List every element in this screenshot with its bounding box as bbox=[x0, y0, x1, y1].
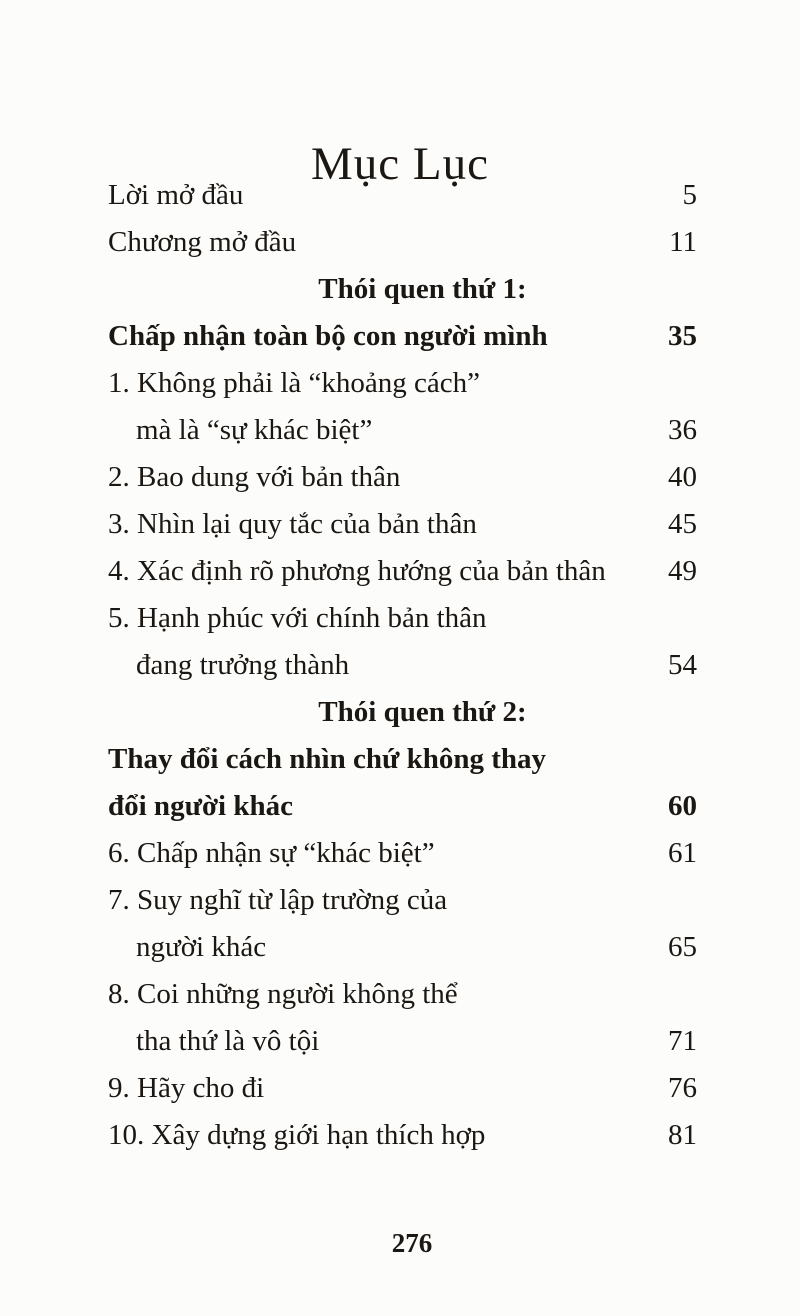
toc-row bbox=[108, 548, 697, 595]
toc-row bbox=[108, 736, 697, 783]
toc-section-header bbox=[128, 266, 717, 313]
toc-entry-text: Thay đổi cách nhìn chứ không thay bbox=[108, 743, 547, 775]
toc-row bbox=[108, 783, 697, 830]
toc-entry-page: 36 bbox=[668, 414, 697, 446]
toc-entry-text: Chấp nhận toàn bộ con người mình bbox=[108, 320, 548, 352]
toc-row bbox=[108, 313, 697, 360]
toc-entry-text: 2. Bao dung với bản thân bbox=[108, 461, 401, 493]
page-number: 276 bbox=[391, 1228, 433, 1258]
toc-entry-page: 81 bbox=[668, 1119, 697, 1151]
toc-section-title: Thói quen thứ 1: bbox=[318, 273, 527, 305]
toc-entry-page: 65 bbox=[668, 931, 697, 963]
toc-entry-text: 9. Hãy cho đi bbox=[108, 1072, 265, 1104]
toc-entry-page: 5 bbox=[682, 179, 697, 211]
toc-entry-text: người khác bbox=[136, 931, 267, 963]
toc-row bbox=[108, 877, 697, 924]
toc-row bbox=[108, 360, 697, 407]
toc-entry-page: 60 bbox=[668, 790, 697, 822]
toc-row bbox=[108, 1018, 697, 1065]
toc-row bbox=[108, 1112, 697, 1159]
toc-entry-text: 5. Hạnh phúc với chính bản thân bbox=[108, 602, 487, 634]
toc-entry-text: 7. Suy nghĩ từ lập trường của bbox=[108, 884, 448, 916]
toc-section-title: Thói quen thứ 2: bbox=[318, 696, 527, 728]
toc-row bbox=[108, 219, 697, 266]
toc-row bbox=[108, 407, 697, 454]
toc-row bbox=[108, 501, 697, 548]
toc-row bbox=[108, 924, 697, 971]
toc-section-header bbox=[128, 689, 717, 736]
toc-entry-text: đổi người khác bbox=[108, 790, 293, 822]
toc-entry-text: 1. Không phải là “khoảng cách” bbox=[108, 367, 481, 399]
toc-entry-text: mà là “sự khác biệt” bbox=[136, 414, 373, 446]
toc-entry-text: tha thứ là vô tội bbox=[136, 1025, 320, 1057]
toc-entry-page: 54 bbox=[668, 649, 697, 681]
toc-row bbox=[108, 172, 697, 219]
toc-entry-page: 11 bbox=[669, 226, 697, 258]
toc-entry-page: 40 bbox=[668, 461, 697, 493]
toc-row bbox=[108, 971, 697, 1018]
toc-row bbox=[108, 642, 697, 689]
toc-row bbox=[108, 595, 697, 642]
toc-list bbox=[108, 172, 697, 1159]
toc-entry-page: 49 bbox=[668, 555, 697, 587]
toc-entry-text: 6. Chấp nhận sự “khác biệt” bbox=[108, 837, 435, 869]
toc-entry-text: 3. Nhìn lại quy tắc của bản thân bbox=[108, 508, 477, 540]
toc-entry-text: 8. Coi những người không thể bbox=[108, 978, 458, 1010]
toc-entry-text: đang trưởng thành bbox=[136, 649, 350, 681]
toc-row bbox=[108, 1065, 697, 1112]
toc-row bbox=[108, 830, 697, 877]
toc-row bbox=[108, 454, 697, 501]
toc-entry-text: Lời mở đầu bbox=[108, 179, 244, 211]
page-title: Mục Lục bbox=[311, 138, 489, 191]
toc-entry-text: Chương mở đầu bbox=[108, 226, 297, 258]
toc-entry-page: 76 bbox=[668, 1072, 697, 1104]
toc-entry-text: 10. Xây dựng giới hạn thích hợp bbox=[108, 1119, 486, 1151]
toc-entry-text: 4. Xác định rõ phương hướng của bản thân bbox=[108, 555, 606, 587]
toc-entry-page: 35 bbox=[668, 320, 697, 352]
toc-entry-page: 45 bbox=[668, 508, 697, 540]
toc-entry-page: 71 bbox=[668, 1025, 697, 1057]
toc-entry-page: 61 bbox=[668, 837, 697, 869]
